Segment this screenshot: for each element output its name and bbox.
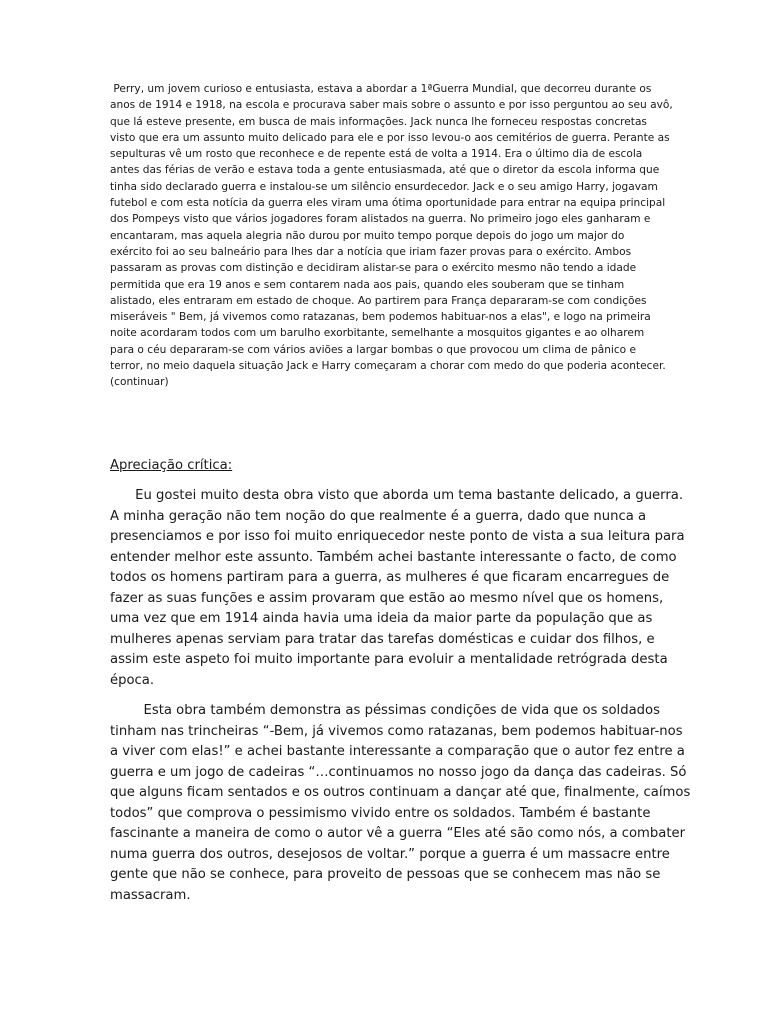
critique-line: guerra e um jogo de cadeiras “…continuamos no nosso jogo da dança das cadeiras. Só [110, 764, 687, 780]
paragraph-spacer [110, 691, 670, 701]
critique-line: fascinante a maneira de como o autor vê a guerra “Eles até são como nós, a combater [110, 826, 686, 841]
summary-line: sepulturas vê um rosto que reconhece e de repente está de volta a 1914. Era o último dia de escola [110, 148, 643, 161]
critique-line: que alguns ficam sentados e os outros continuam a dançar até que, finalmente, caímos [110, 785, 691, 800]
summary-line: que lá esteve presente, em busca de mais informações. Jack nunca lhe forneceu respostas concretas [110, 115, 647, 128]
critique-line: todos” que comprova o pessimismo vivido entre os soldados. Também é bastante [110, 805, 651, 821]
critique-body [110, 486, 691, 906]
critique-line: fazer as suas funções e assim provaram que estão ao mesmo nível que os homens, [110, 590, 664, 606]
summary-line: tinha sido declarado guerra e instalou-se um silêncio ensurdecedor. Jack e o seu amigo Harry, jogavam [110, 180, 658, 193]
summary-line: exército foi ao seu balneário para lhes dar a notícia que iriam fazer provas para o exército. Ambos [110, 245, 632, 258]
summary-line: futebol e com esta notícia da guerra eles viram uma ótima oportunidade para entrar na equipa principal [110, 197, 666, 210]
summary-line: anos de 1914 e 1918, na escola e procurava saber mais sobre o assunto e por isso perguntou ao seu avô, [110, 99, 673, 112]
critique-heading: Apreciação crítica: [110, 458, 233, 473]
summary-line: (continuar) [110, 376, 169, 389]
summary-line: permitida que era 19 anos e sem contarem nada aos pais, quando eles souberam que se tinham [110, 278, 625, 291]
critique-line: gente que não se conhece, para proveito de pessoas que se conhecem mas não se [110, 867, 661, 882]
critique-line: época. [110, 672, 155, 688]
critique-line: Eu gostei muito desta obra visto que aborda um tema bastante delicado, a guerra. [110, 488, 684, 503]
summary-line: encantaram, mas aquela alegria não durou por muito tempo porque depois do jogo um major do [110, 229, 625, 242]
summary-line: passaram as provas com distinção e decidiram alistar-se para o exército mesmo não tendo a idade [110, 262, 637, 275]
summary-line: miseráveis " Bem, já vivemos como ratazanas, bem podemos habituar-nos a elas", e logo na primeira [110, 311, 651, 324]
critique-line: presenciamos e por isso foi muito enriquecedor neste ponto de vista a sua leitura para [110, 529, 685, 544]
critique-line: a viver com elas!” e achei bastante interessante a comparação que o autor fez entre a [110, 744, 685, 759]
summary-paragraph [110, 81, 710, 391]
summary-line: dos Pompeys visto que vários jogadores foram alistados na guerra. No primeiro jogo eles ganharam e [110, 213, 651, 226]
critique-line: numa guerra dos outros, desejosos de voltar.” porque a guerra é um massacre entre [110, 846, 670, 862]
summary-line: terror, no meio daquela situação Jack e Harry começaram a chorar com medo do que poderia acontecer. [110, 360, 666, 373]
critique-line: mulheres apenas serviam para tratar das tarefas domésticas e cuidar dos filhos, e [110, 631, 655, 647]
critique-line: Esta obra também demonstra as péssimas condições de vida que os soldados [110, 703, 660, 718]
summary-line: visto que era um assunto muito delicado para ele e por isso levou-o aos cemitérios de guerra. Perante as [110, 131, 670, 144]
critique-line: massacram. [110, 887, 191, 903]
critique-line: assim este aspeto foi muito importante para evoluir a mentalidade retrógrada desta [110, 652, 668, 667]
critique-line: entender melhor este assunto. Também achei bastante interessante o facto, de como [110, 549, 677, 565]
critique-paragraph-1 [110, 486, 685, 691]
summary-line: para o céu depararam-se com vários aviões a largar bombas o que provocou um clima de pânico e [110, 343, 637, 356]
critique-paragraph-2 [110, 701, 691, 906]
critique-line: tinham nas trincheiras “-Bem, já vivemos como ratazanas, bem podemos habituar-nos [110, 723, 683, 739]
critique-line: todos os homens partiram para a guerra, as mulheres é que ficaram encarregues de [110, 570, 670, 585]
summary-line: Perry, um jovem curioso e entusiasta, estava a abordar a 1ªGuerra Mundial, que decorreu durante os [110, 83, 652, 95]
summary-line: noite acordaram todos com um barulho exorbitante, semelhante a mosquitos gigantes e ao olharem [110, 327, 645, 340]
critique-line: uma vez que em 1914 ainda havia uma ideia da maior parte da população que as [110, 611, 653, 626]
summary-line: antes das férias de verão e estava toda a gente entusiasmada, até que o diretor da escola informa que [110, 164, 660, 177]
summary-line: alistado, eles entraram em estado de choque. Ao partirem para França depararam-se com condições [110, 294, 647, 307]
critique-line: A minha geração não tem noção do que realmente é a guerra, dado que nunca a [110, 508, 647, 524]
